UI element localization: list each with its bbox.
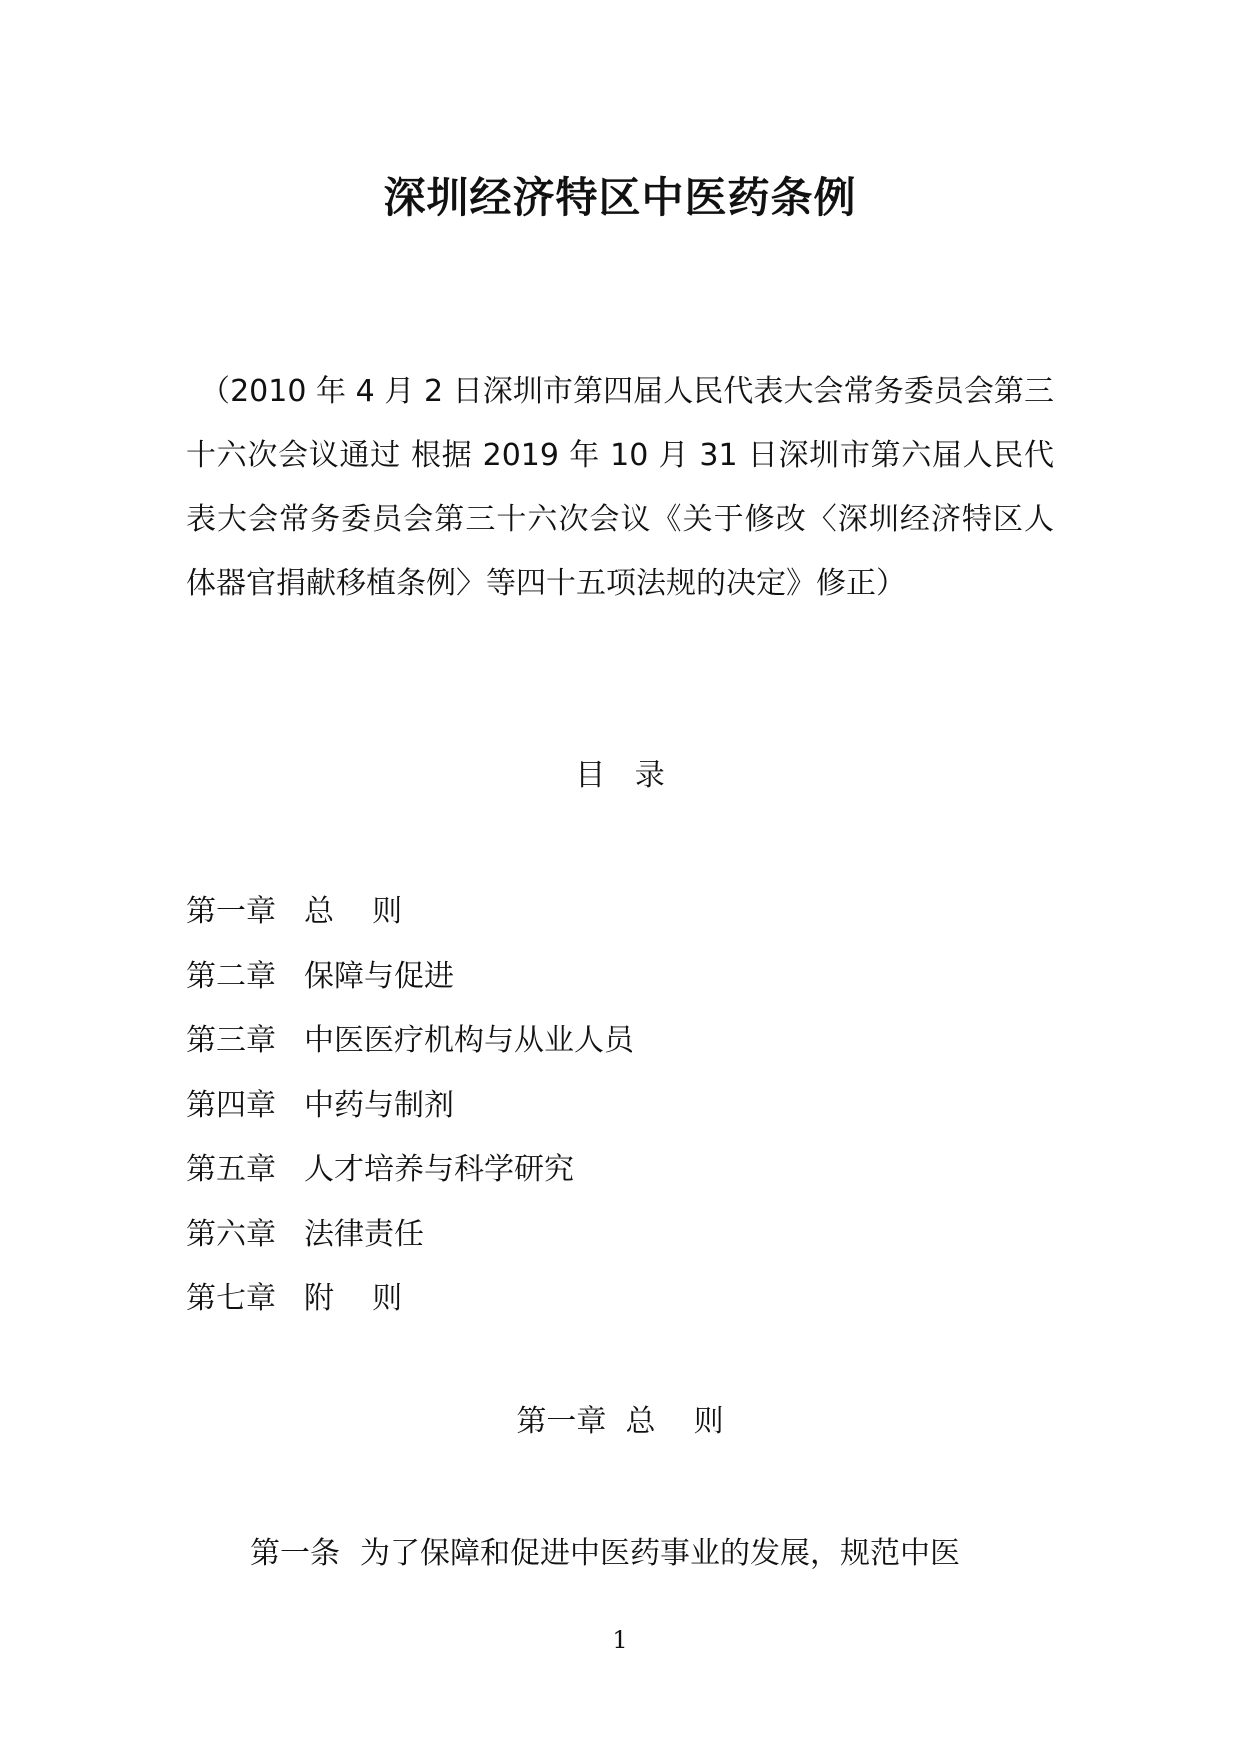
toc-chapter-number: 第一章 [186, 894, 276, 929]
toc-chapter-title: 中药与制剂 [304, 1087, 454, 1123]
toc-item-chapter-7 [186, 1267, 1054, 1332]
toc-item-chapter-2 [186, 945, 1054, 1010]
toc-heading: 目 录 [575, 758, 665, 793]
chapter-heading: 第一章 总 则 [516, 1404, 724, 1439]
toc-chapter-number: 第二章 [186, 958, 276, 994]
toc-item-chapter-4 [186, 1074, 1054, 1139]
toc-chapter-title: 法律责任 [304, 1216, 424, 1252]
toc-chapter-number: 第七章 [186, 1281, 276, 1316]
toc-chapter-title: 保障与促进 [304, 958, 454, 994]
toc-chapter-number: 第五章 [186, 1152, 276, 1187]
toc-chapter-title: 中医医疗机构与从业人员 [304, 1023, 634, 1058]
toc-item-chapter-5 [186, 1138, 1054, 1203]
toc-item-chapter-3 [186, 1009, 1054, 1074]
article-body: 为了保障和促进中医药事业的发展，规范中医 [360, 1536, 960, 1571]
toc-chapter-title: 总 则 [304, 894, 403, 929]
toc-chapter-number: 第四章 [186, 1087, 276, 1123]
table-of-contents [186, 880, 1054, 1332]
adoption-note: （2010 年 4 月 2 日深圳市第四届人民代表大会常务委员会第三十六次会议通过 根据 2019 年 10 月 31 日深圳市第六届人民代表大会常务委员会第三十六次会议《关于修改〈深圳经济特区人体器官捐献移植条例〉等四十五项法规的决定》修正） [186, 374, 1054, 601]
toc-chapter-number: 第三章 [186, 1023, 276, 1058]
article-paragraph [186, 1522, 1054, 1586]
document-title: 深圳经济特区中医药条例 [383, 173, 857, 222]
page-number: 1 [612, 1626, 628, 1654]
toc-item-chapter-1 [186, 880, 1054, 945]
toc-chapter-number: 第六章 [186, 1216, 276, 1252]
toc-chapter-title: 附 则 [304, 1281, 403, 1316]
article-number: 第一条 [250, 1536, 340, 1571]
toc-item-chapter-6 [186, 1203, 1054, 1268]
toc-chapter-title: 人才培养与科学研究 [304, 1152, 574, 1187]
